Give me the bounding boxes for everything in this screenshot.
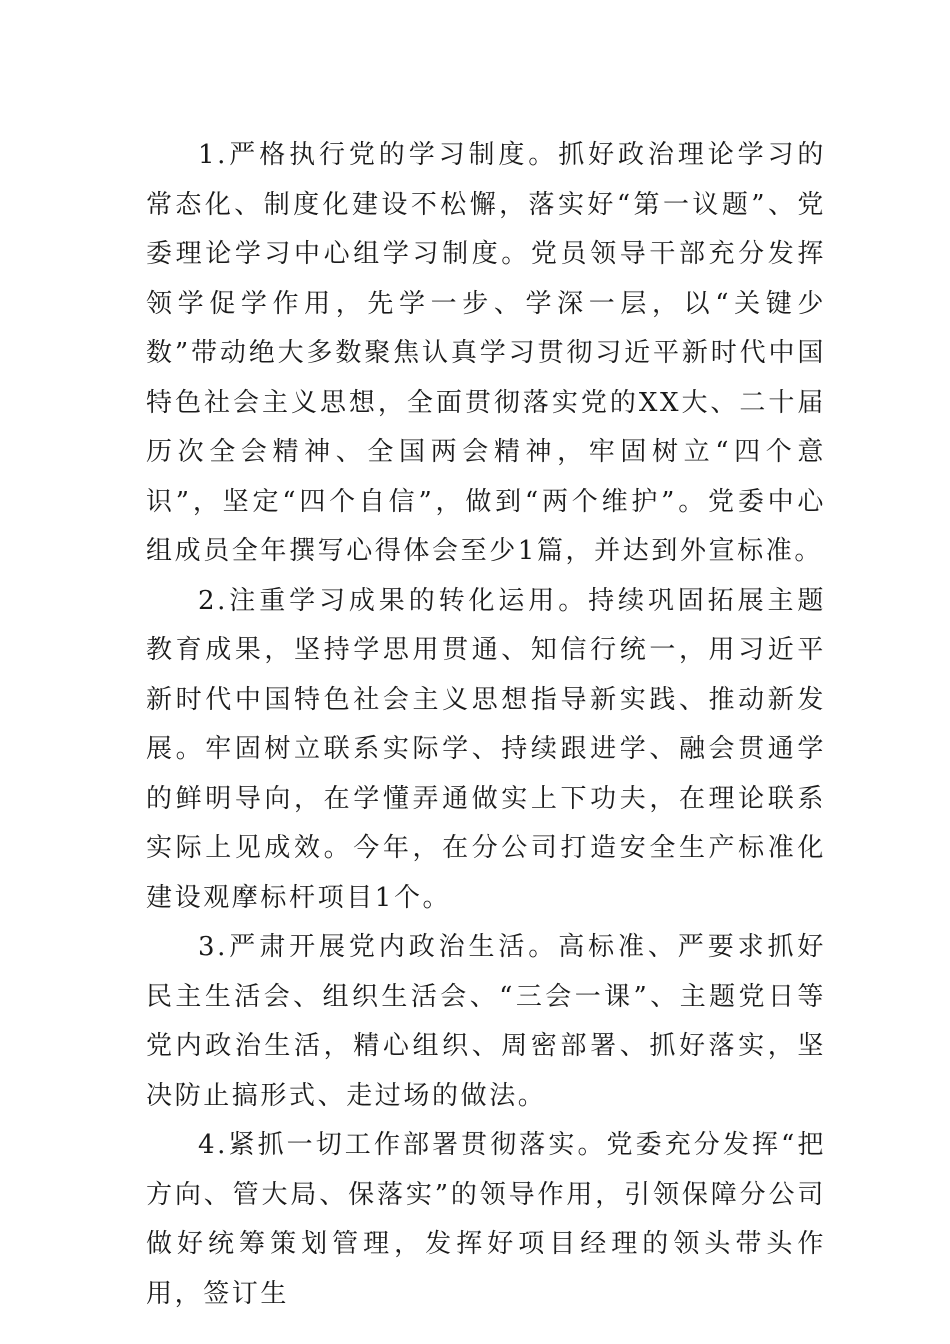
document-body: [146, 131, 826, 1319]
paragraph-4: 4.紧抓一切工作部署贯彻落实。党委充分发挥“把方向、管大局、保落实”的领导作用，引领保障分公司做好统筹策划管理，发挥好项目经理的领头带头作用，签订生: [146, 1130, 826, 1309]
paragraph-1: 1.严格执行党的学习制度。抓好政治理论学习的常态化、制度化建设不松懈，落实好“第一议题”、党委理论学习中心组学习制度。党员领导干部充分发挥领学促学作用，先学一步、学深一层，以“关键少数”带动绝大多数聚焦认真学习贯彻习近平新时代中国特色社会主义思想，全面贯彻落实党的XX大、二十届历次全会精神、全国两会精神，牢固树立“四个意识”，坚定“四个自信”，做到“两个维护”。党委中心组成员全年撰写心得体会至少1篇，并达到外宣标准。: [146, 140, 826, 566]
paragraph-3: 3.严肃开展党内政治生活。高标准、严要求抓好民主生活会、组织生活会、“三会一课”、主题党日等党内政治生活，精心组织、周密部署、抓好落实，坚决防止搞形式、走过场的做法。: [146, 932, 827, 1111]
paragraph-2: 2.注重学习成果的转化运用。持续巩固拓展主题教育成果，坚持学思用贯通、知信行统一，用习近平新时代中国特色社会主义思想指导新实践、推动新发展。牢固树立联系实际学、持续跟进学、融会贯通学的鲜明导向，在学懂弄通做实上下功夫，在理论联系实际上见成效。今年，在分公司打造安全生产标准化建设观摩标杆项目1个。: [146, 585, 826, 913]
